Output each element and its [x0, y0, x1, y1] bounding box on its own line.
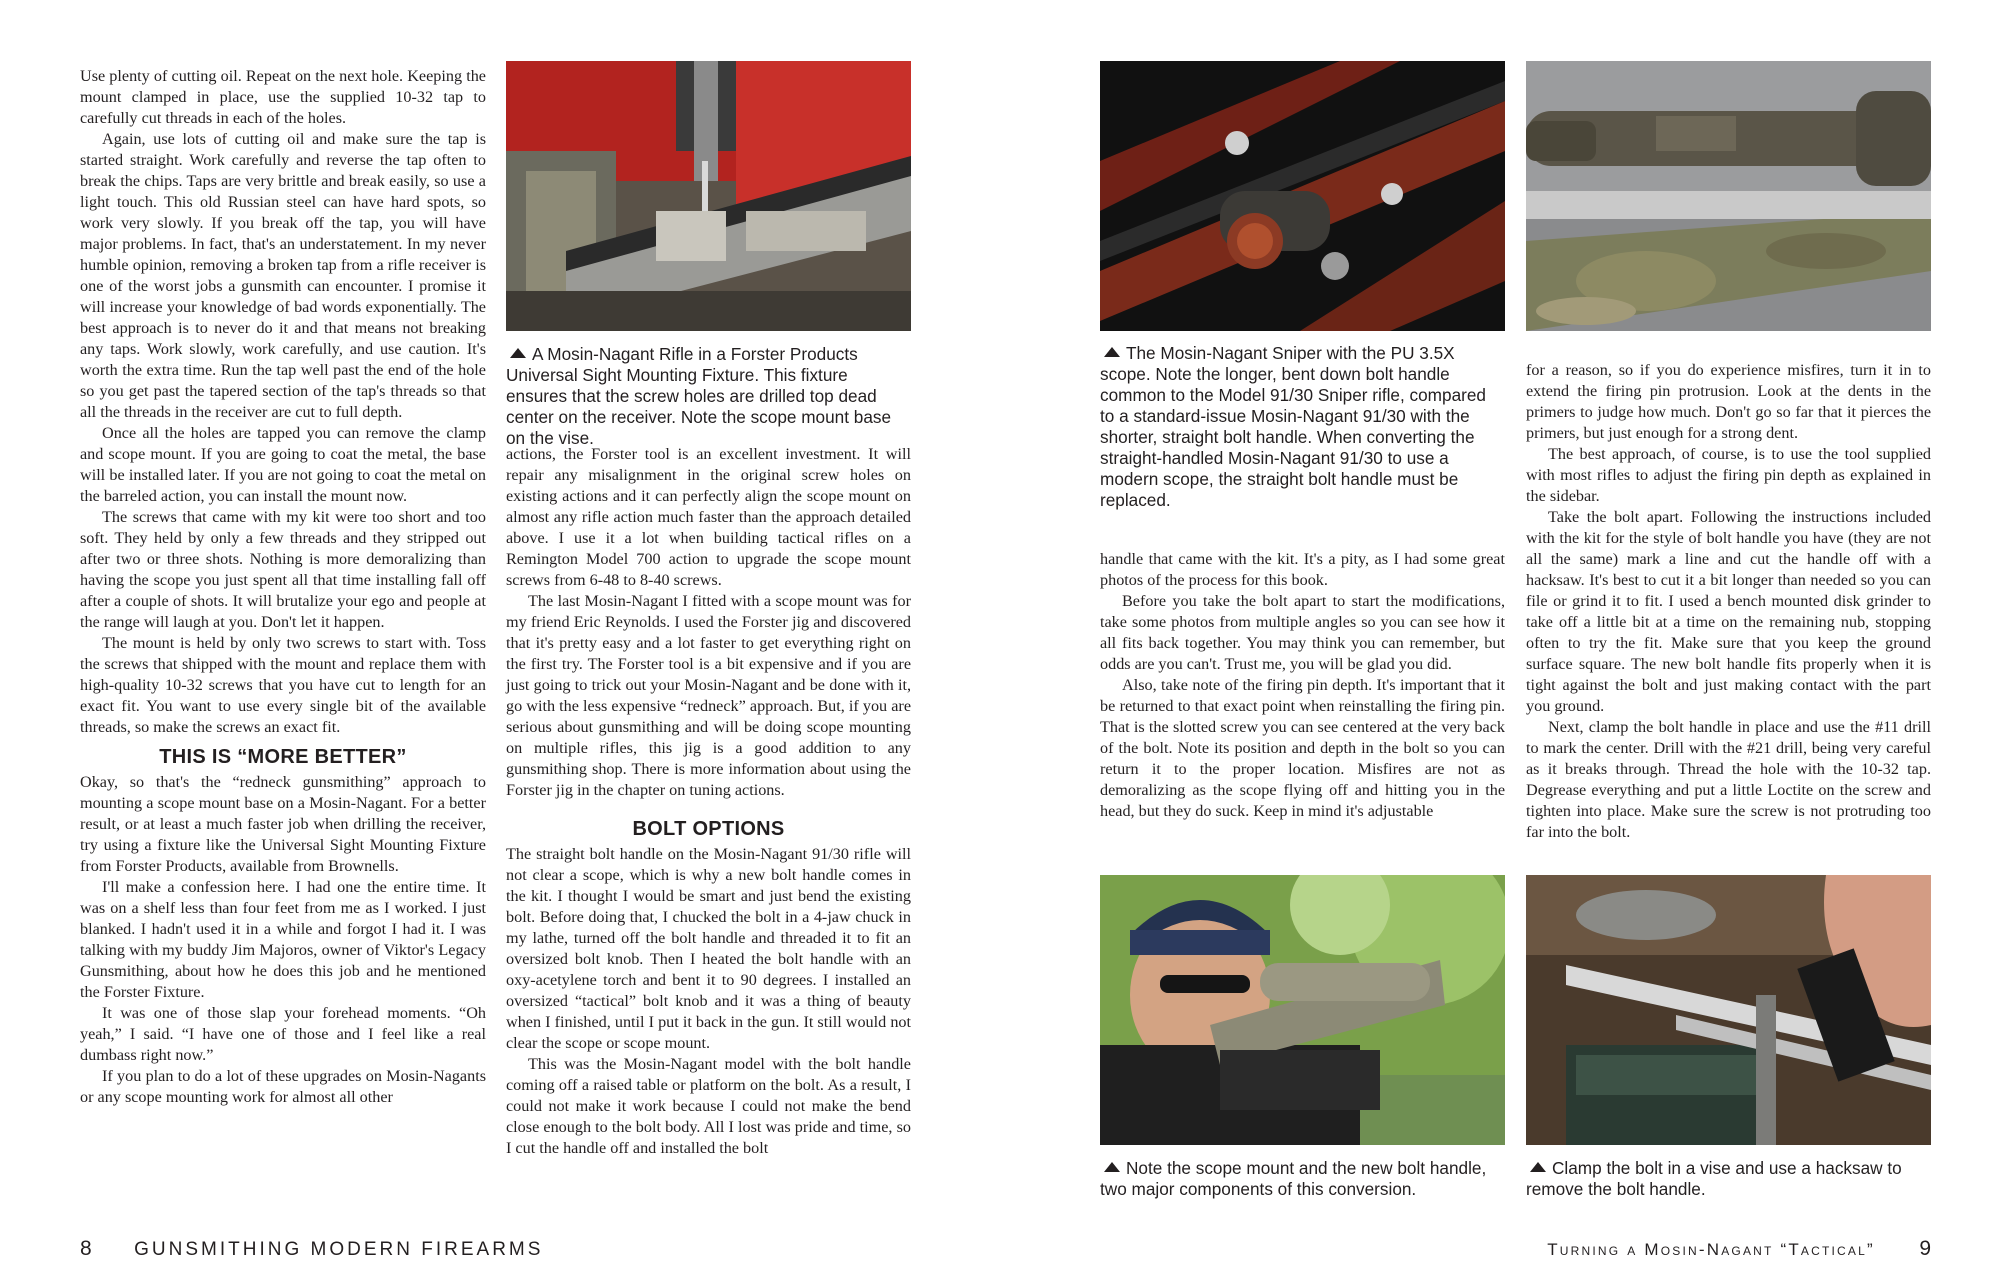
- paragraph: If you plan to do a lot of these upgrades on Mosin-Nagants or any scope mounting work for almost all other: [80, 1067, 486, 1106]
- paragraph: Use plenty of cutting oil. Repeat on the next hole. Keeping the mount clamped in place, use the supplied 10-32 tap to carefully cut threads in each of the holes.: [80, 67, 486, 127]
- paragraph: for a reason, so if you do experience misfires, turn it in to extend the firing pin protrusion. Look at the dents in the primers to judge how much. Don't go so far that it pierces the primers, but just enough for a strong dent.: [1526, 361, 1931, 442]
- paragraph: It was one of those slap your forehead moments. “Oh yeah,” I said. “I have one of those and I feel like a real dumbass right now.”: [80, 1004, 486, 1064]
- caption-text: The Mosin-Nagant Sniper with the PU 3.5X scope. Note the longer, bent down bolt handle common to the Model 91/30 Sniper rifle, compared to a standard-issue Mosin-Nagant 91/30 with the shorter, straight bolt handle. When converting the straight-handled Mosin-Nagant 91/30 to use a modern scope, the straight bolt handle must be replaced.: [1100, 343, 1486, 510]
- caption-hacksaw-vise: [1526, 1158, 1931, 1200]
- paragraph: This was the Mosin-Nagant model with the bolt handle coming off a raised table or platform on the bolt. As a result, I could not make it work because I could not make the bend close enough to the bolt body. All I lost was pride and time, so I cut the handle off and installed the bolt: [506, 1055, 911, 1157]
- caption-shooter: [1100, 1158, 1505, 1200]
- photo-forster-fixture: [506, 61, 911, 331]
- paragraph: The best approach, of course, is to use the tool supplied with most rifles to adjust the firing pin depth as explained in the sidebar.: [1526, 445, 1931, 505]
- paragraph: I'll make a confession here. I had one the entire time. It was on a shelf less than four feet from me as I worked. I just blanked. I hadn't used it in a while and forgot I had it. I was talking with my buddy Jim Majoros, owner of Viktor's Legacy Gunsmithing, about how he does this job and he mentioned the Forster Fixture.: [80, 878, 486, 1001]
- caption-triangle-icon: [1104, 1162, 1120, 1172]
- section-heading: BOLT OPTIONS: [632, 818, 785, 840]
- photo-sniper-rifles: [1100, 61, 1505, 331]
- photo-shooter: [1100, 875, 1505, 1145]
- right-column-1: [1100, 549, 1505, 822]
- paragraph: Next, clamp the bolt handle in place and use the #11 drill to mark the center. Drill with the #21 drill, being very careful as it breaks through. Thread the hole with the 10-32 tap. Degrease everything and put a little Loctite on the screw and tighten into place. Make sure the screw is not protruding too far into the bolt.: [1526, 718, 1931, 841]
- caption-text: Note the scope mount and the new bolt handle, two major components of this conversion.: [1100, 1158, 1487, 1199]
- right-footer: [1547, 1237, 1931, 1261]
- photo-scoped-rifle: [1526, 61, 1931, 331]
- caption-sniper-rifles: [1100, 343, 1505, 511]
- caption-triangle-icon: [510, 348, 526, 358]
- paragraph: The last Mosin-Nagant I fitted with a scope mount was for my friend Eric Reynolds. I used the Forster jig and discovered that it's pretty easy and a lot faster to get everything right on the first try. The Forster tool is a bit expensive and if you are just going to trick out your Mosin-Nagant and be done with it, go with the less expensive “redneck” approach. But, if you are serious about gunsmithing and will be doing scope mounting on multiple rifles, this jig is a good addition to any gunsmithing shop. There is more information about using the Forster jig in the chapter on tuning actions.: [506, 592, 911, 799]
- paragraph: Before you take the bolt apart to start the modifications, take some photos from multiple angles so you can see how it all fits back together. You may think you can remember, but odds are you can't. Trust me, you will be glad you did.: [1100, 592, 1505, 673]
- left-footer: [80, 1237, 543, 1261]
- paragraph: Okay, so that's the “redneck gunsmithing” approach to mounting a scope mount base on a Mosin-Nagant. For a better result, or at least a much faster job when drilling the receiver, try using a fixture like the Universal Sight Mounting Fixture from Forster Products, available from Brownells.: [80, 773, 486, 875]
- caption-forster-fixture: [506, 344, 911, 449]
- paragraph: Take the bolt apart. Following the instructions included with the kit for the style of bolt handle you have (they are not all the same) mark a line and cut the handle off with a hacksaw. It's best to cut it a bit longer than needed so you can file or grind it to fit. I used a bench mounted disk grinder to take off a little bit at a time on the remaining nub, stopping often to try the fit. Make sure that you keep the ground surface square. The new bolt handle fits properly when it is tight against the bolt and just making contact with the part you ground.: [1526, 508, 1931, 715]
- paragraph: handle that came with the kit. It's a pity, as I had some great photos of the process for this book.: [1100, 550, 1505, 589]
- paragraph: actions, the Forster tool is an excellent investment. It will repair any misalignment in the original screw holes on existing actions and it can perfectly align the scope mount on almost any rifle action much faster than the approach detailed above. I use it a lot when building tactical rifles on a Remington Model 700 action to upgrade the scope mount screws from 6-48 to 8-40 screws.: [506, 445, 911, 589]
- running-head: Turning a Mosin-Nagant “Tactical”: [1547, 1240, 1875, 1259]
- caption-text: A Mosin-Nagant Rifle in a Forster Products Universal Sight Mounting Fixture. This fixture ensures that the screw holes are drilled top dead center on the receiver. Note the scope mount base on the vise.: [506, 344, 892, 448]
- paragraph: The mount is held by only two screws to start with. Toss the screws that shipped with the mount and replace them with high-quality 10-32 screws that you have cut to length for an exact fit. You want to use every single bit of the available threads, so make the screws an exact fit.: [80, 634, 486, 736]
- caption-text: Clamp the bolt in a vise and use a hacksaw to remove the bolt handle.: [1526, 1158, 1902, 1199]
- paragraph: The straight bolt handle on the Mosin-Nagant 91/30 rifle will not clear a scope, which is why a new bolt handle comes in the kit. I thought I would be smart and just bend the existing bolt. Before doing that, I chucked the bolt in a 4-jaw chuck in my lathe, turned off the bolt handle and threaded it to fit an oversized bolt knob. Then I heated the bolt handle with an oxy-acetylene torch and bent it to 90 degrees. I installed an oversized “tactical” bolt knob and it was a thing of beauty when I finished, until I put it back in the gun. It still would not clear the scope or scope mount.: [506, 845, 911, 1052]
- caption-triangle-icon: [1104, 347, 1120, 357]
- paragraph: Also, take note of the firing pin depth. It's important that it be returned to that exact point when reinstalling the firing pin. That is the slotted screw you can see centered at the very back of the bolt. Note its position and depth in the bolt so you can return it to the proper location. Misfires are not as demoralizing as the scope flying off and hitting you in the head, but they do suck. Keep in mind it's adjustable: [1100, 676, 1505, 820]
- page-number: 9: [1919, 1237, 1931, 1260]
- paragraph: Once all the holes are tapped you can remove the clamp and scope mount. If you are going to coat the metal, the base will be installed later. If you are not going to coat the metal on the barreled action, you can install the mount now.: [80, 424, 486, 505]
- caption-triangle-icon: [1530, 1162, 1546, 1172]
- left-column-1: [80, 66, 486, 1108]
- photo-hacksaw-vise: [1526, 875, 1931, 1145]
- paragraph: Again, use lots of cutting oil and make sure the tap is started straight. Work carefully and reverse the tap often to break the chips. Taps are very brittle and break easily, so use a light touch. This old Russian steel can have hard spots, so work very slowly. If you break off the tap, you will have major problems. In fact, that's an understatement. In my never humble opinion, removing a broken tap from a rifle receiver is one of the worst jobs a gunsmith can encounter. I promise it will increase your knowledge of bad words exponentially. The best approach is to never do it and that means not breaking any taps. Work slowly, work carefully, and use caution. It's worth the extra time. Run the tap well past the end of the hole so you get past the tapered section of the tap's threads so that all the threads in the receiver are cut to full depth.: [80, 130, 486, 421]
- page-number: 8: [80, 1237, 92, 1260]
- running-head: GUNSMITHING MODERN FIREARMS: [134, 1239, 544, 1260]
- right-column-2: [1526, 360, 1931, 843]
- paragraph: The screws that came with my kit were too short and too soft. They held by only a few threads and they stripped out after two or three shots. Nothing is more demoralizing than having the scope you just spent all that time installing fall off after a couple of shots. It will brutalize your ego and people at the range will laugh at you. Don't let it happen.: [80, 508, 486, 631]
- left-column-2: [506, 444, 911, 1159]
- section-heading: THIS IS “MORE BETTER”: [159, 746, 407, 768]
